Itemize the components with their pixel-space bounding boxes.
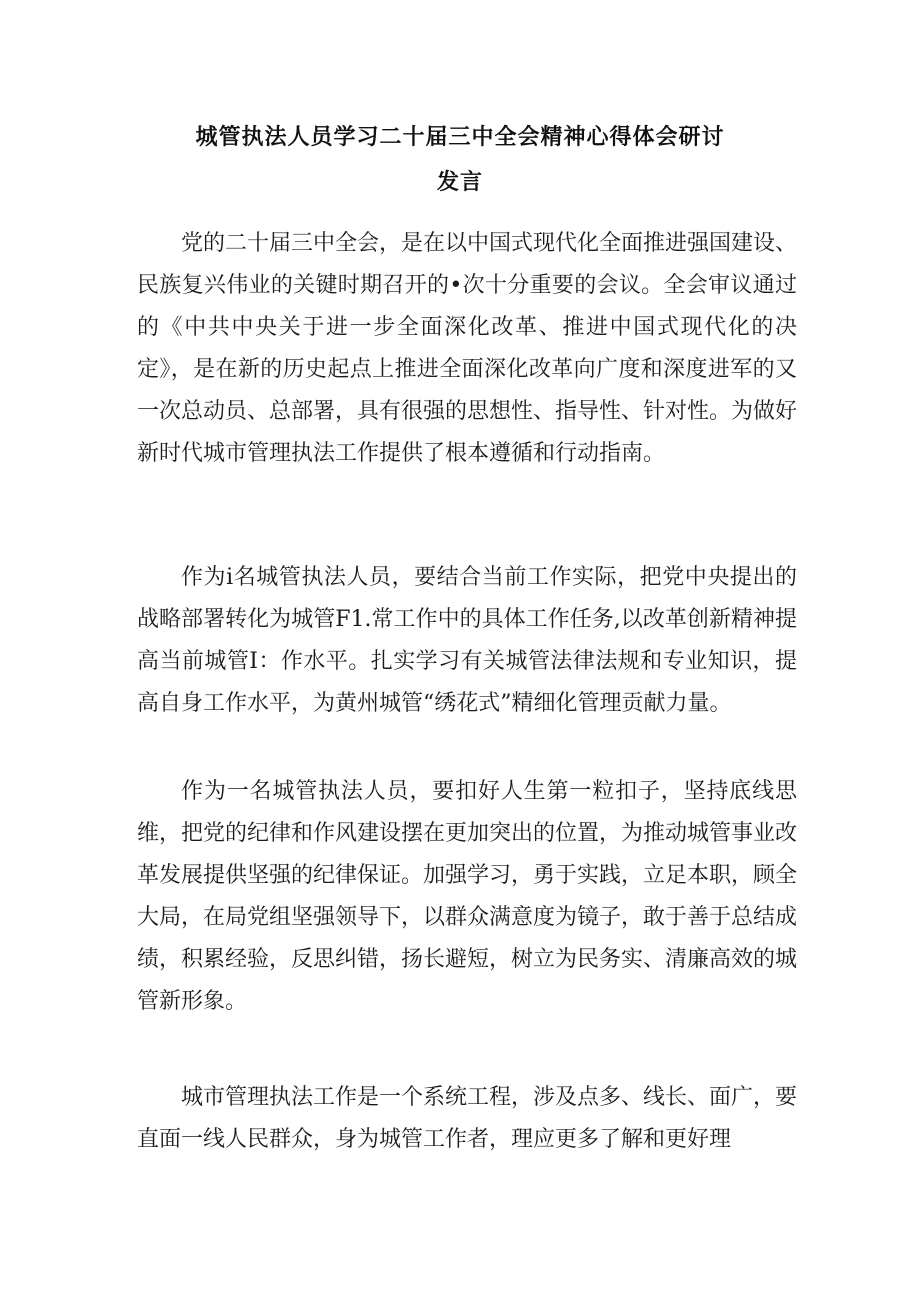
document-title-line-1: 城管执法人员学习二十届三中全会精神心得体会研讨 [195,125,725,150]
document-title-line-2: 发言 [436,170,483,195]
paragraph-1: 党的二十届三中全会，是在以中国式现代化全面推进强国建设、民族复兴伟业的关键时期召开的•次十分重要的会议。全会审议通过的《中共中央关于进一步全面深化改革、推进中国式现代化的决定》，是在新的历史起点上推进全面深化改革向广度和深度进军的又一次总动员、总部署，具有很强的思想性、指导性、针对性。为做好新时代城市管理执法工作提供了根本遵循和行动指南。 [137,231,798,466]
paragraph-4: 城市管理执法工作是一个系统工程，涉及点多、线长、面广，要直面一线人民群众，身为城管工作者，理应更多了解和更好理 [137,1085,798,1152]
paragraph-3: 作为一名城管执法人员，要扣好人生第一粒扣子，坚持底线思维，把党的纪律和作风建设摆在更加突出的位置，为推动城管事业改革发展提供坚强的纪律保证。加强学习，勇于实践，立足本职，顾全大局，在局党组坚强领导下，以群众满意度为镜子，敢于善于总结成绩，积累经验，反思纠错，扬长避短，树立为民务实、清廉高效的城管新形象。 [137,779,798,1014]
paragraph-2: 作为i名城管执法人员，要结合当前工作实际，把党中央提出的战略部署转化为城管F1.常工作中的具体工作任务,以改革创新精神提高当前城管I：作水平。扎实学习有关城管法律法规和专业知识，提高自身工作水平，为黄州城管“绣花式”精细化管理贡献力量。 [137,565,797,716]
